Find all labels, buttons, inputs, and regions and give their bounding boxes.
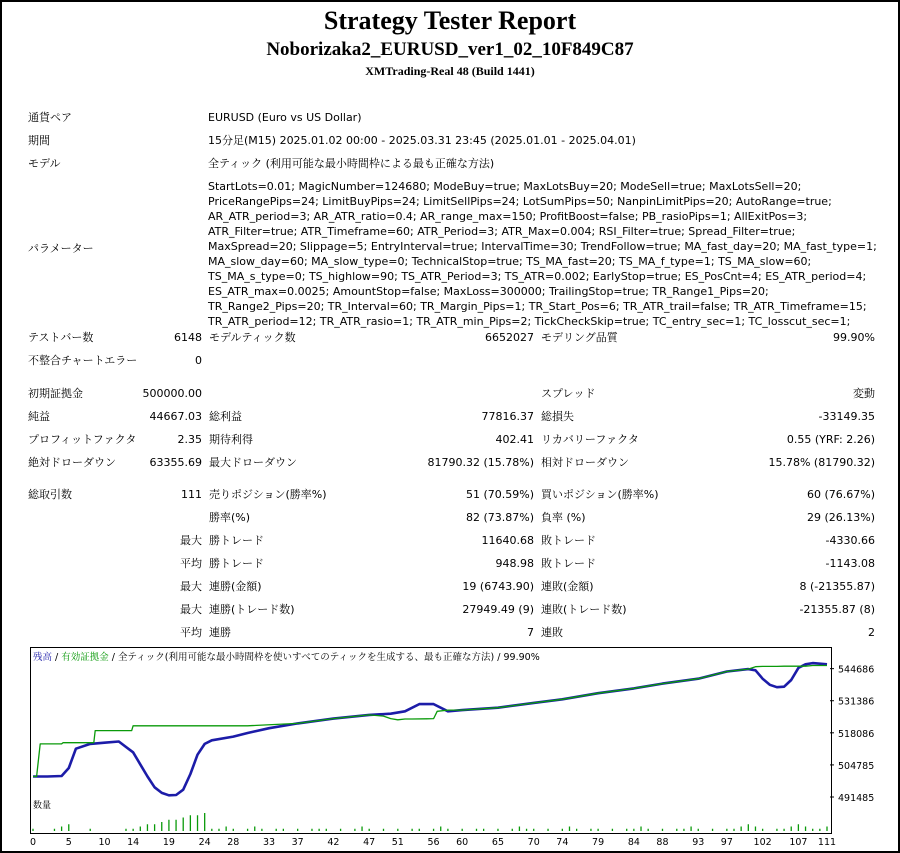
max-win-label: 勝トレード	[209, 534, 264, 547]
x-tick-label-22: 102	[753, 837, 772, 848]
avg-win-label: 勝トレード	[209, 557, 264, 570]
cons-wins-amt-value: 19 (6743.90)	[462, 580, 534, 593]
y-tick-label-1: 531386	[838, 696, 875, 708]
x-tick-label-16: 74	[556, 837, 569, 848]
x-tick-label-15: 70	[527, 837, 540, 848]
max-win-value: 11640.68	[481, 534, 534, 547]
ticks-value: 6652027	[485, 331, 534, 344]
cons-loss-cnt-value: -21355.87 (8)	[799, 603, 875, 616]
ea-name: Noborizaka2_EURUSD_ver1_02_10F849C87	[266, 39, 634, 60]
x-tick-label-12: 56	[427, 837, 440, 848]
cons-wins-cnt-label: 連勝(トレード数)	[209, 603, 295, 616]
avg-loss-label: 敗トレード	[541, 557, 596, 570]
abs-dd-value: 63355.69	[149, 456, 202, 469]
spread-value: 変動	[853, 387, 875, 400]
avg-cons-loss-label: 連敗	[541, 626, 563, 639]
server-info: XMTrading-Real 48 (Build 1441)	[365, 64, 535, 78]
x-tick-label-21: 97	[720, 837, 733, 848]
volume-label: 数量	[33, 801, 52, 811]
short-label: 売りポジション(勝率%)	[209, 488, 327, 501]
x-tick-label-7: 33	[263, 837, 276, 848]
max-dd-value: 81790.32 (15.78%)	[427, 456, 534, 469]
cons-wins-amt-label: 連勝(金額)	[209, 580, 262, 593]
errors-label: 不整合チャートエラー	[28, 354, 138, 367]
avg-win-value: 948.98	[495, 557, 534, 570]
errors-value: 0	[195, 354, 202, 367]
x-tick-label-11: 51	[391, 837, 404, 848]
gross-profit-label: 総利益	[209, 410, 242, 423]
report-title: Strategy Tester Report	[323, 6, 577, 35]
spread-label: スプレッド	[541, 387, 596, 400]
avg-prefix-1: 平均	[180, 557, 202, 570]
avg-prefix-2: 平均	[180, 626, 202, 639]
net-label: 純益	[28, 410, 50, 423]
x-tick-label-2: 10	[98, 837, 111, 848]
legend-sep-3: /	[494, 652, 504, 663]
legend-quality: 99.90%	[503, 652, 540, 663]
deposit-value: 500000.00	[142, 387, 202, 400]
legend-balance: 残高	[33, 652, 53, 663]
pf-value: 2.35	[177, 433, 202, 446]
x-tick-label-0: 0	[29, 837, 37, 848]
cons-loss-amt-value: 8 (-21355.87)	[799, 580, 875, 593]
pf-label: プロフィットファクタ	[28, 433, 137, 446]
x-tick-label-19: 88	[656, 837, 669, 848]
balance-line	[33, 663, 827, 795]
x-tick-label-17: 79	[592, 837, 605, 848]
trades-label: 総取引数	[28, 488, 72, 501]
x-tick-label-6: 28	[227, 837, 240, 848]
bars-value: 6148	[174, 331, 202, 344]
legend-equity: 有効証拠金	[61, 652, 109, 663]
quality-label: モデリング品質	[541, 331, 618, 344]
cons-wins-cnt-value: 27949.49 (9)	[462, 603, 534, 616]
x-tick-label-18: 84	[627, 837, 640, 848]
y-tick-label-0: 544686	[838, 664, 875, 676]
max-loss-value: -4330.66	[825, 534, 875, 547]
legend-model: 全ティック(利用可能な最小時間枠を使いすべてのティックを生成する、最も正確な方法)	[118, 652, 495, 663]
recovery-label: リカバリーファクタ	[541, 433, 639, 446]
model-value: 全ティック (利用可能な最小時間枠による最も正確な方法)	[208, 157, 495, 170]
x-tick-label-24: 111	[817, 837, 837, 848]
win-rate-label: 勝率(%)	[209, 511, 251, 524]
symbol-value: EURUSD (Euro vs US Dollar)	[208, 111, 362, 124]
long-label: 買いポジション(勝率%)	[541, 488, 659, 501]
trades-value: 111	[181, 488, 202, 501]
y-tick-label-4: 491485	[838, 793, 875, 804]
max-prefix-1: 最大	[180, 534, 202, 547]
gross-profit-value: 77816.37	[481, 410, 534, 423]
x-tick-label-14: 65	[491, 837, 505, 848]
net-value: 44667.03	[149, 410, 202, 423]
params-value: StartLots=0.01; MagicNumber=124680; ModeBuy=true; MaxLotsBuy=20; ModeSell=true; MaxLotsSell=20; PriceRangePips=24; LimitBuyPips=24; LimitSellPips=24; LotSumPips=50; NanpinLimitPips=20; AutoRange=true; AR_ATR_period=3; AR_ATR_ratio=0.4; AR_range_max=150; ProfitBoost=false; PB_rasioPips=1; AllExitPos=3; ATR_Filter=true; ATR_Timeframe=60; ATR_Period=3; ATR_Max=0.004; RSI_Filter=true; Spread_Filter=true; MaxSpread=20; Slippage=5; EntryInterval=true; IntervalTime=30; TrendFollow=true; MA_fast_day=20; MA_fast_type=1; MA_slow_day=60; MA_slow_type=0; TechnicalStop=true; TS_MA_fast=20; TS_MA_f_type=1; TS_MA_slow=60; TS_MA_s_type=0; TS_highlow=90; TS_ATR_Period=3; TS_ATR=0.002; EarlyStop=true; ES_PosCnt=4; ES_ATR_period=4; ES_ATR_max=0.0025; AmountStop=false; MaxLoss=300000; TrailingStop=true; TR_Range1_Pips=20; TR_Range2_Pips=20; TR_Interval=60; TR_Margin_Pips=1; TR_Start_Pos=6; TR_ATR_trail=false; TR_ATR_Timeframe=15; TR_ATR_period=12; TR_ATR_rasio=1; TR_ATR_min_Pips=2; TickCheckSkip=true; TC_entry_sec=1; TC_losscut_sec=1;	[208, 180, 877, 328]
recovery-value: 0.55 (YRF: 2.26)	[786, 433, 875, 446]
max-loss-label: 敗トレード	[541, 534, 596, 547]
deposit-label: 初期証拠金	[28, 387, 83, 400]
equity-line	[33, 666, 827, 777]
max-prefix-3: 最大	[180, 603, 202, 616]
rel-dd-value: 15.78% (81790.32)	[768, 456, 875, 469]
period-label: 期間	[28, 134, 50, 147]
max-prefix-2: 最大	[180, 580, 202, 593]
legend-sep-1: /	[52, 652, 62, 663]
bars-label: テストバー数	[28, 331, 94, 344]
x-tick-label-10: 47	[363, 837, 376, 848]
x-tick-label-13: 60	[456, 837, 469, 848]
y-tick-label-3: 504785	[838, 760, 875, 772]
period-value: 15分足(M15) 2025.01.02 00:00 - 2025.03.31 23:45 (2025.01.01 - 2025.04.01)	[208, 134, 636, 147]
loss-rate-value: 29 (26.13%)	[806, 511, 875, 524]
expected-value: 402.41	[495, 433, 534, 446]
avg-cons-loss-value: 2	[868, 626, 875, 639]
gross-loss-value: -33149.35	[818, 410, 875, 423]
params-label: パラメーター	[28, 242, 94, 255]
cons-loss-cnt-label: 連敗(トレード数)	[541, 603, 627, 616]
x-tick-label-23: 107	[789, 837, 808, 848]
avg-cons-win-value: 7	[527, 626, 534, 639]
legend-sep-2: /	[108, 652, 119, 663]
gross-loss-label: 総損失	[541, 410, 574, 423]
long-value: 60 (76.67%)	[806, 488, 875, 501]
x-tick-label-8: 37	[291, 837, 304, 848]
balance-chart	[29, 647, 875, 848]
cons-loss-amt-label: 連敗(金額)	[541, 580, 594, 593]
loss-rate-label: 負率 (%)	[541, 511, 586, 524]
rel-dd-label: 相対ドローダウン	[541, 456, 629, 469]
abs-dd-label: 絶対ドローダウン	[28, 456, 116, 469]
avg-cons-win-label: 連勝	[209, 626, 231, 639]
x-tick-label-20: 93	[692, 837, 705, 848]
y-tick-label-2: 518086	[838, 728, 875, 740]
chart-legend	[33, 649, 540, 663]
symbol-label: 通貨ペア	[28, 111, 72, 124]
x-tick-label-4: 19	[162, 837, 175, 848]
ticks-label: モデルティック数	[209, 331, 296, 344]
short-value: 51 (70.59%)	[465, 488, 534, 501]
avg-loss-value: -1143.08	[825, 557, 875, 570]
quality-value: 99.90%	[833, 331, 875, 344]
x-tick-label-3: 14	[127, 837, 140, 848]
expected-label: 期待利得	[209, 433, 253, 446]
max-dd-label: 最大ドローダウン	[209, 456, 297, 469]
win-rate-value: 82 (73.87%)	[465, 511, 534, 524]
x-tick-label-5: 24	[198, 837, 211, 848]
model-label: モデル	[28, 157, 61, 170]
x-tick-label-1: 5	[65, 837, 72, 848]
chart-svg	[29, 647, 875, 848]
x-tick-label-9: 42	[327, 837, 340, 848]
